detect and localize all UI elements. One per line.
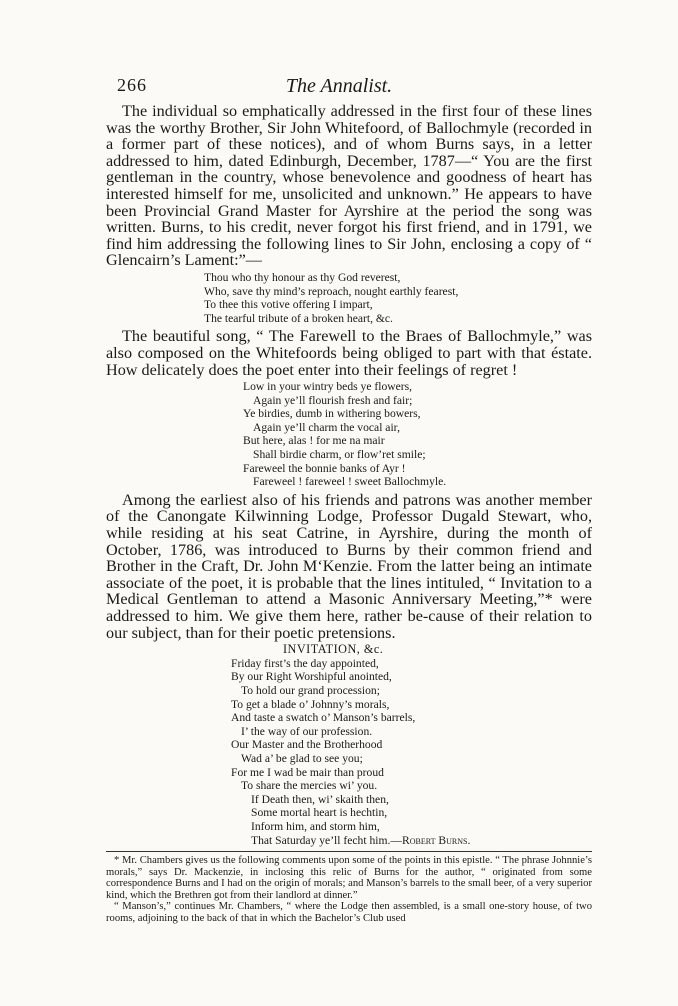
verse-line: For me I wad be mair than proud xyxy=(231,765,384,779)
footnote: * Mr. Chambers gives us the following comments upon some of the points in this epistle. “ The phrase Johnnie’s morals,” says Dr. Mackenzie, in inclosing this relic of Burns for the author, “ originated from some correspondence Burns and I had on the origin of morals; and Manson’s barrels to the small beer, of a very superior kind, which the Brethren got from their landlord at dinner.” xyxy=(106,855,592,901)
verse-line: To share the mercies wi’ you. xyxy=(241,779,378,793)
verse-line: Fareweel ! fareweel ! sweet Ballochmyle. xyxy=(253,475,447,489)
signature: Robert Burns. xyxy=(402,833,471,847)
verse-line: Our Master and the Brotherhood xyxy=(231,738,383,752)
verse-line: The tearful tribute of a broken heart, &c. xyxy=(204,311,393,325)
page-body xyxy=(106,103,592,925)
paragraph: Among the earliest also of his friends and patrons was another member of the Canongate Kilwinning Lodge, Professor Dugald Stewart, who, while residing at his seat Catrine, in Ayrshire, during the month of October, 1786, was introduced to Burns by their common friend and Brother in the Craft, Dr. John M‘Kenzie. From the latter being an intimate associate of the poet, it is probable that the lines intituled, “ Invitation to a Medical Gentleman to attend a Masonic Anniversary Meeting,”* were addressed to him. We give them here, rather be-cause of their relation to our subject, than for their poetic pretensions. xyxy=(106,490,592,642)
poem-title: INVITATION, &c. xyxy=(283,642,384,657)
verse-line: To hold our grand procession; xyxy=(241,683,380,697)
verse-line: Thou who thy honour as thy God reverest, xyxy=(204,270,401,284)
verse-line: To thee this votive offering I impart, xyxy=(204,298,373,312)
footnote-divider xyxy=(106,851,592,852)
page-header xyxy=(117,75,561,101)
verse-block xyxy=(106,380,592,489)
verse-line: Wad a’ be glad to see you; xyxy=(241,751,363,765)
verse-line: Ye birdies, dumb in withering bowers, xyxy=(243,407,421,421)
paragraph: The individual so emphatically addressed in the first four of these lines was the worthy Brother, Sir John Whitefoord, of Ballochmyle (recorded in a former part of these notices), and of whom Burns says, in a letter addressed to him, dated Edinburgh, December, 1787—“ You are the first gentleman in the country, whose benevolence and goodness of heart has interested himself for me, unsolicited and unknown.” He appears to have been Provincial Grand Master for Ayrshire at the period the song was written. Burns, to his credit, never forgot his first friend, and in 1791, we find him addressing the following lines to Sir John, enclosing a copy of “ Glencairn’s Lament:”— xyxy=(106,102,592,270)
verse-line: And taste a swatch o’ Manson’s barrels, xyxy=(231,711,416,725)
paragraph: The beautiful song, “ The Farewell to the Braes of Ballochmyle,” was also composed on the Whitefoords being obliged to part with that éstate. How delicately does the poet enter into their feelings of regret ! xyxy=(106,327,592,379)
footnote: “ Manson’s,” continues Mr. Chambers, “ where the Lodge then assembled, is a small one-story house, of two rooms, adjoining to the back of that in which the Bachelor’s Club used xyxy=(106,901,592,925)
verse-line: Low in your wintry beds ye flowers, xyxy=(243,380,413,394)
verse-line: Again ye’ll charm the vocal air, xyxy=(253,420,400,434)
verse-line: I’ the way of our profession. xyxy=(241,724,373,738)
verse-line: Fareweel the bonnie banks of Ayr ! xyxy=(243,461,406,475)
verse-line: Some mortal heart is hechtin, xyxy=(251,806,388,820)
verse-line: But here, alas ! for me na mair xyxy=(243,434,385,448)
verse-line: If Death then, wi’ skaith then, xyxy=(251,792,389,806)
verse-line: Again ye’ll flourish fresh and fair; xyxy=(253,393,413,407)
running-title: The Annalist. xyxy=(285,75,393,97)
verse-line: That Saturday ye’ll fecht him.— xyxy=(251,833,402,847)
verse-line: By our Right Worshipful anointed, xyxy=(231,670,392,684)
verse-line: Shall birdie charm, or flow’ret smile; xyxy=(253,448,426,462)
invitation-poem xyxy=(106,643,592,847)
verse-line: To get a blade o’ Johnny’s morals, xyxy=(231,697,390,711)
verse-block xyxy=(106,271,592,325)
verse-line: Who, save thy mind’s reproach, nought earthly fearest, xyxy=(204,284,459,298)
verse-line-final xyxy=(231,834,592,848)
page-number: 266 xyxy=(117,75,147,95)
verse-line: Friday first’s the day appointed, xyxy=(231,656,379,670)
verse-line: Inform him, and storm him, xyxy=(251,819,380,833)
